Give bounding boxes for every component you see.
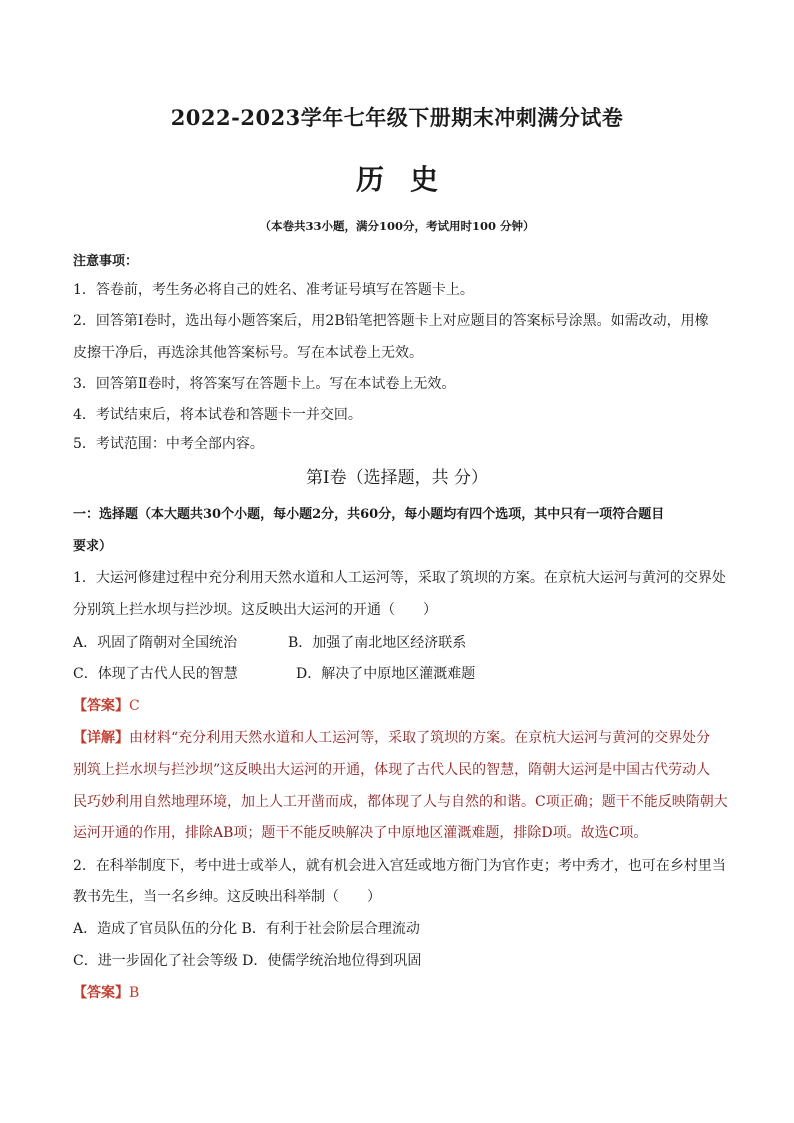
- answer-value: C: [129, 698, 140, 714]
- exam-meta: （本卷共33小题，满分100分，考试用时100 分钟）: [259, 219, 535, 233]
- note-item: 皮擦干净后，再选涂其他答案标号。写在本试卷上无效。: [73, 345, 423, 361]
- q1-detail: [73, 727, 733, 747]
- section-instruction: 一：选择题（本大题共30个小题，每小题2分，共60分，每小题均有四个选项，其中只有一项符合题目: [73, 507, 665, 522]
- q2-stem-cont: 教书先生，当一名乡绅。这反映出科举制（ ）: [73, 889, 381, 905]
- q1-option-a: A．巩固了隋朝对全国统治: [73, 635, 238, 651]
- note-item: 3．回答第Ⅱ卷时，将答案写在答题卡上。写在本试卷上无效。: [73, 376, 456, 392]
- q2-stem: 2．在科举制度下，考中进士或举人，就有机会进入宫廷或地方衙门为官作吏；考中秀才，也可在乡村里当: [73, 858, 726, 874]
- answer-label: 【答案】: [73, 698, 129, 714]
- detail-text: 由材料“充分利用天然水道和人工运河等，采取了筑坝的方案。在京杭大运河与黄河的交界处分: [129, 730, 711, 746]
- q1-detail-cont: 运河开通的作用，排除AB项；题干不能反映解决了中原地区灌溉难题，排除D项。故选C项。: [73, 825, 648, 841]
- q2-options-cd: C．进一步固化了社会等级 D．使儒学统治地位得到巩固: [73, 953, 422, 969]
- q1-option-d: D．解决了中原地区灌溉难题: [296, 666, 476, 682]
- section-title: 第Ⅰ卷（选择题，共 分）: [305, 468, 489, 488]
- answer-label: 【答案】: [73, 985, 129, 1001]
- q1-option-c: C．体现了古代人民的智慧: [73, 666, 238, 682]
- q1-answer: [73, 695, 733, 715]
- exam-title: 2022-2023学年七年级下册期末冲刺满分试卷: [170, 105, 624, 130]
- note-item: 2．回答第Ⅰ卷时，选出每小题答案后，用2B铅笔把答题卡上对应题目的答案标号涂黑。如需改动，用橡: [73, 313, 709, 329]
- note-item: 5．考试范围：中考全部内容。: [73, 436, 264, 452]
- answer-value: B: [129, 985, 140, 1001]
- notes-heading: 注意事项：: [73, 254, 139, 269]
- note-item: 4．考试结束后，将本试卷和答题卡一并交回。: [73, 407, 362, 423]
- section-instruction-cont: 要求）: [73, 539, 113, 554]
- note-item: 1．答卷前，考生务必将自己的姓名、准考证号填写在答题卡上。: [73, 282, 474, 298]
- q1-stem: 1．大运河修建过程中充分利用天然水道和人工运河等，采取了筑坝的方案。在京杭大运河与黄河的交界处: [73, 570, 726, 586]
- detail-label: 【详解】: [73, 730, 129, 746]
- q1-detail-cont: 民巧妙利用自然地理环境，加上人工开凿而成，都体现了人与自然的和谐。C项正确；题干不能反映隋朝大: [73, 794, 728, 810]
- q2-options-ab: A．造成了官员队伍的分化 B．有利于社会阶层合理流动: [73, 921, 420, 937]
- q1-detail-cont: 别筑上拦水坝与拦沙坝”这反映出大运河的开通，体现了古代人民的智慧，隋朝大运河是中国古代劳动人: [73, 762, 711, 778]
- q1-stem-cont: 分别筑上拦水坝与拦沙坝。这反映出大运河的开通（ ）: [73, 602, 437, 618]
- q1-option-b: B．加强了南北地区经济联系: [288, 635, 467, 651]
- subject-title: 历史: [355, 163, 464, 196]
- q2-answer: [73, 982, 733, 1002]
